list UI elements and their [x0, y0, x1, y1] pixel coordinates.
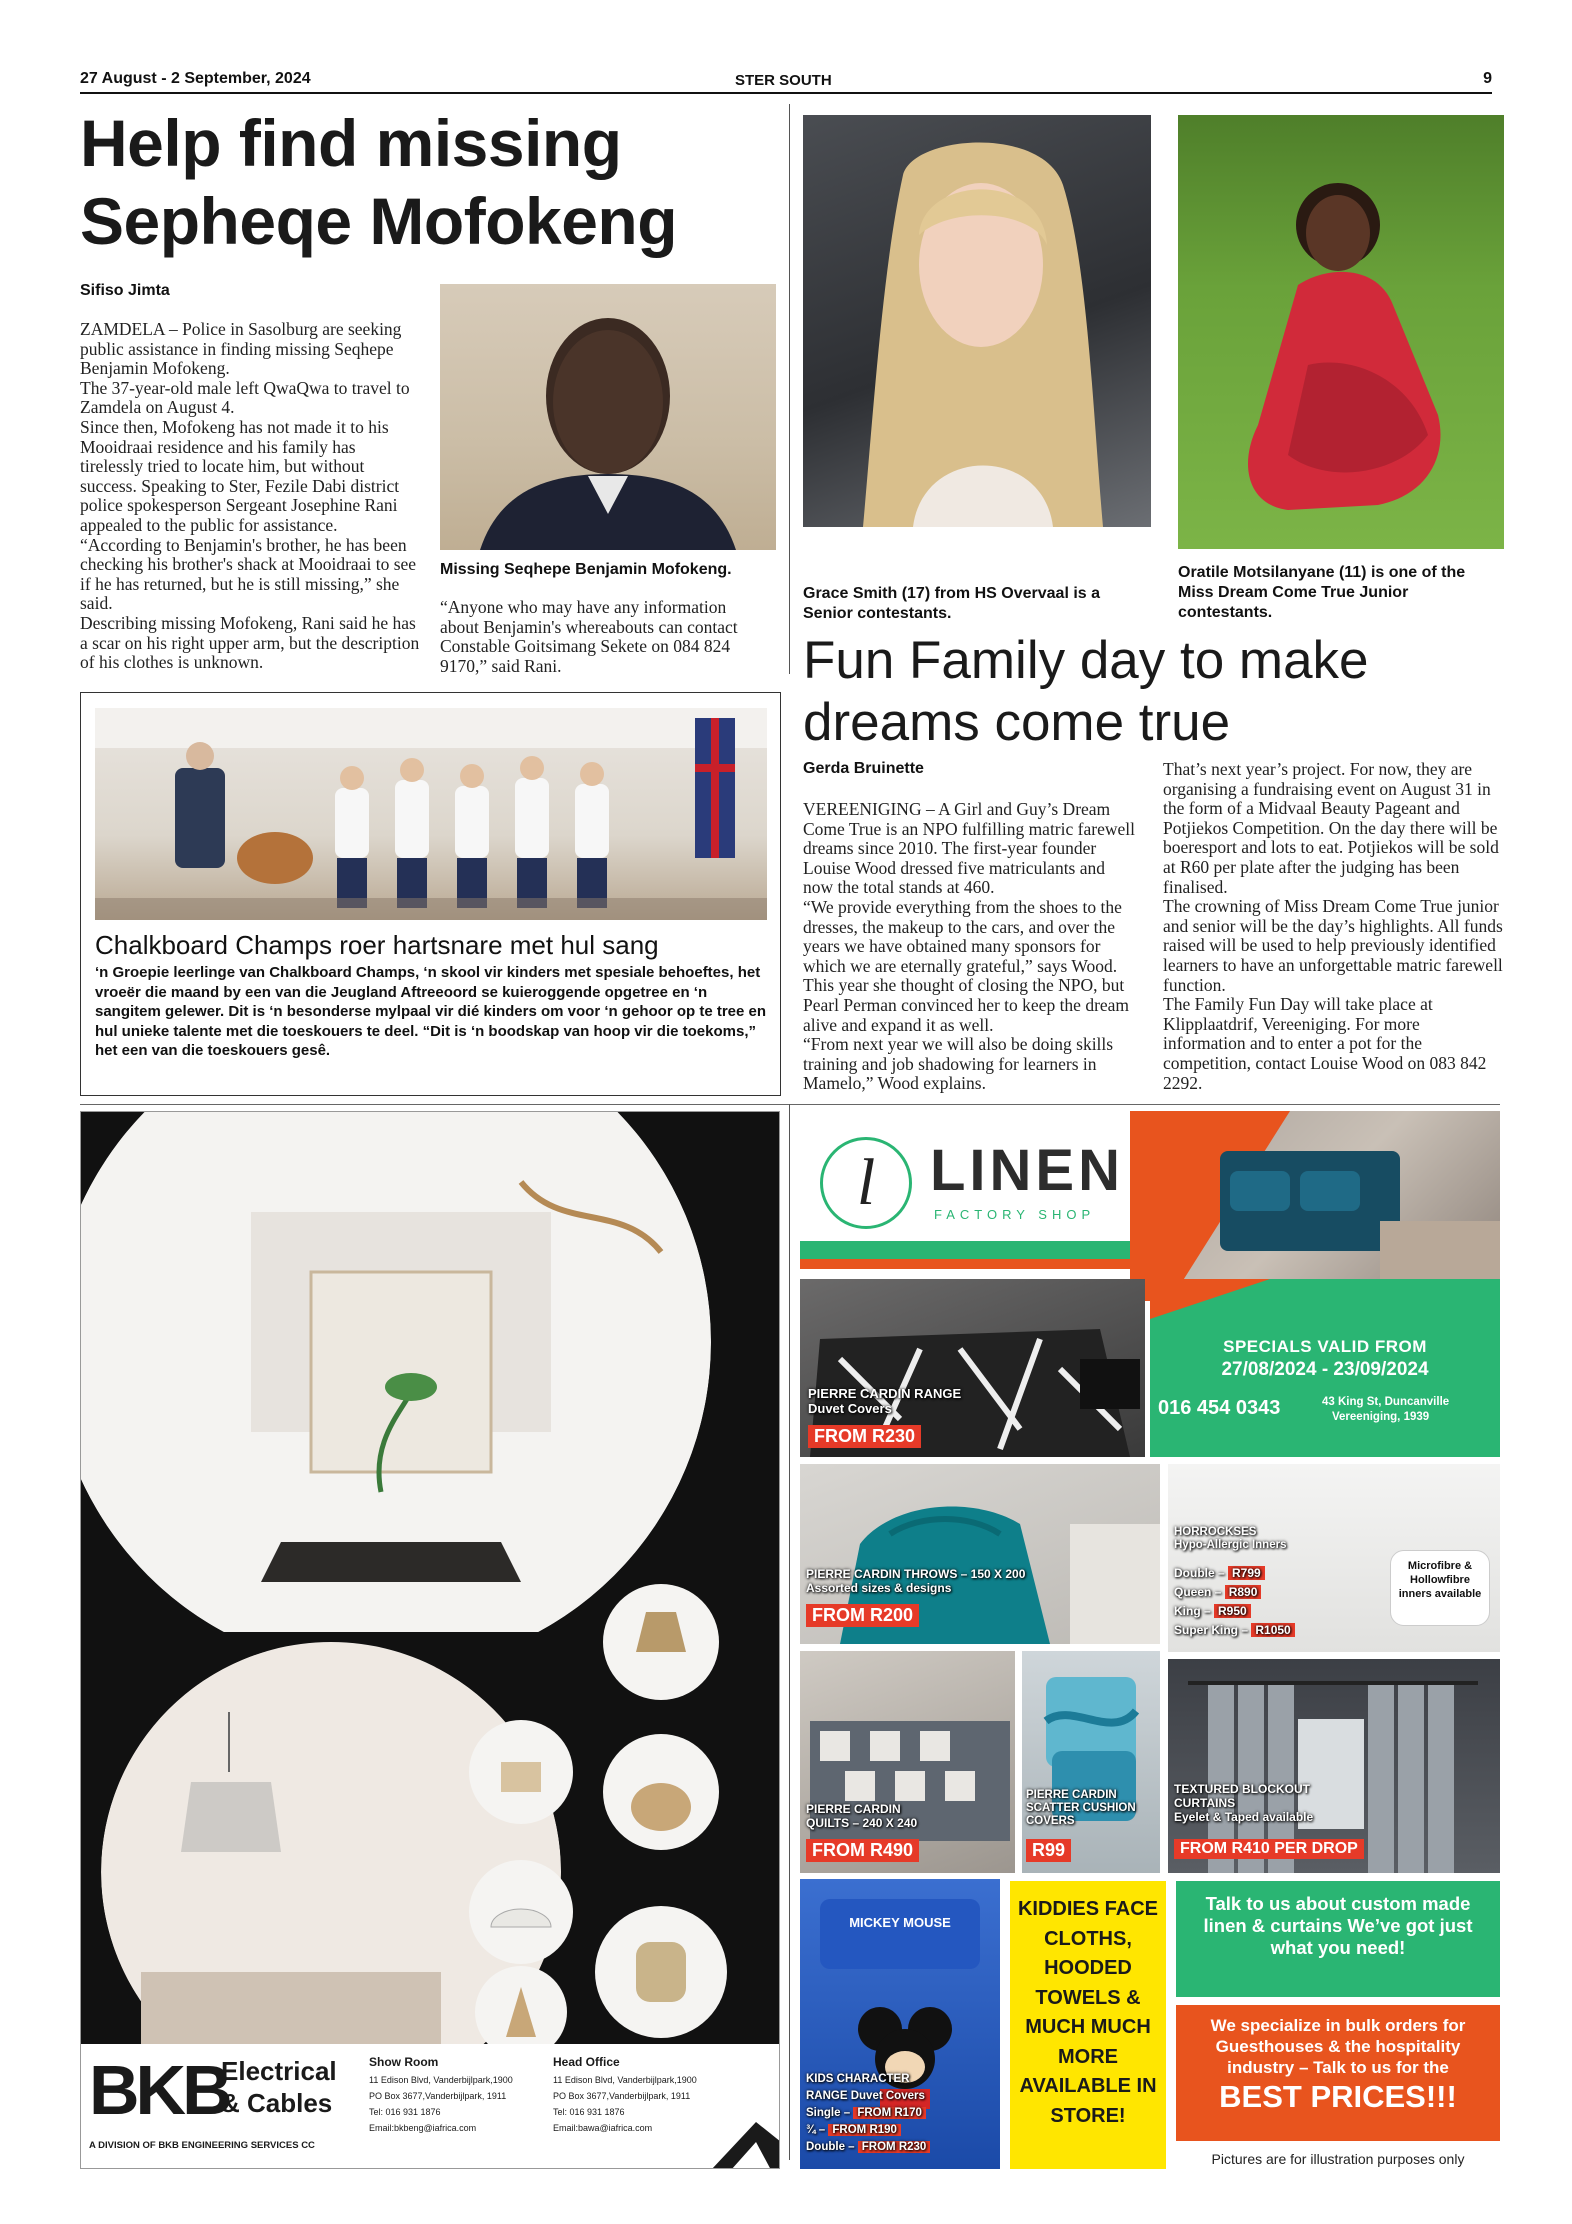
bulk-text: We specialize in bulk orders for Guesthouses & the hospitality industry – Talk to us for the: [1210, 2016, 1466, 2077]
kids-price: FROM R190: [828, 2124, 901, 2136]
oratile-caption: Oratile Motsilanyane (11) is one of the Miss Dream Come True Junior contestants.: [1178, 564, 1466, 621]
linen-wave-band-orange: [800, 1259, 1130, 1269]
missing-headline-line1: Help find missing: [80, 106, 622, 180]
throws-label-line2: Assorted sizes & designs: [806, 1580, 952, 1595]
inners-size: Super King –: [1174, 1623, 1249, 1637]
oratile-photo: [1178, 115, 1504, 549]
ads-top-rule: [80, 1104, 1500, 1105]
best-prices: BEST PRICES!!!: [1219, 2079, 1457, 2114]
inners-price: R1050: [1251, 1623, 1294, 1637]
duvet-label-line2: Duvet Covers: [808, 1400, 892, 1416]
missing-para: Since then, Mofokeng has not made it to his Mooidraai residence and his family has tirelessly tried to locate him, but without success. Speaking to Ster, Fezile Dabi district police spokesperson Sergeant Josephine Rani appealed to the public for assistance. “According to Benjamin's brother, he has been checking his brother's shack at Mooidraai to see if he has returned, but he is still missing,” she said.: [80, 416, 417, 614]
missing-byline: Sifiso Jimta: [80, 282, 170, 299]
mickey-text: MICKEY MOUSE: [849, 1915, 951, 1930]
column-divider: [789, 104, 790, 674]
linen-address-line2: Vereeniging, 1939: [1332, 1411, 1430, 1423]
inners-price-row: [1174, 1583, 1295, 1602]
funday-byline: Gerda Bruinette: [803, 760, 924, 777]
bkb-footer: [81, 2044, 780, 2169]
linen-hero-illustration: [1130, 1111, 1500, 1301]
linen-kids-panel[interactable]: [800, 1879, 1000, 2169]
bkb-headoffice-title: Head Office: [553, 2055, 620, 2069]
curtains-label-line1: TEXTURED BLOCKOUT: [1174, 1782, 1310, 1796]
bkb-showroom-line: Email:bkbeng@iafrica.com: [369, 2123, 477, 2133]
linen-throws-panel[interactable]: [800, 1464, 1160, 1644]
grace-photo: [803, 115, 1151, 527]
specials-line2: 27/08/2024 - 23/09/2024: [1221, 1359, 1429, 1380]
funday-para: That’s next year’s project. For now, they are organising a fundraising event on August 31 in the form of a Midvaal Beauty Pageant and Potjiekos Competition. On the day there will be boeresport and lots to eat. Potjiekos will be sold at R60 per plate after the judging has been finalised.: [1163, 759, 1499, 897]
inners-size: King –: [1174, 1604, 1211, 1618]
kids-label-line1: KIDS CHARACTER: [806, 2073, 910, 2085]
issue-date: 27 August - 2 September, 2024: [80, 70, 311, 87]
chalkboard-photo: [95, 708, 767, 920]
choir-illustration: [95, 708, 767, 920]
inners-price: R799: [1228, 1566, 1265, 1580]
duvet-label-line1: PIERRE CARDIN RANGE: [808, 1386, 962, 1401]
bkb-corner-graphic: [711, 2102, 780, 2169]
kids-size: Double –: [806, 2141, 855, 2153]
linen-hero-photo: [1130, 1111, 1500, 1301]
quilts-label-line2: QUILTS – 240 X 240: [806, 1815, 918, 1830]
bkb-showroom-line: PO Box 3677,Vanderbijlpark, 1911: [369, 2091, 507, 2101]
inners-title: [1174, 1526, 1286, 1552]
linen-specials-panel: [1150, 1279, 1500, 1457]
bkb-showroom-line: 11 Edison Blvd, Vanderbijlpark,1900: [369, 2075, 513, 2085]
funday-para: The Family Fun Day will take place at Klipplaatdrif, Vereeniging. For more information and to enter a pot for the competition, contact Louise Wood on 083 842 2292.: [1163, 994, 1487, 1093]
grace-illustration: [803, 115, 1151, 527]
throws-label: [806, 1568, 1025, 1596]
page-header: [80, 70, 1492, 92]
linen-logo-sub: FACTORY SHOP: [934, 1207, 1096, 1222]
bkb-division: A DIVISION OF BKB ENGINEERING SERVICES CC: [89, 2140, 315, 2151]
inners-price: R890: [1225, 1585, 1262, 1599]
funday-headline-line1: Fun Family day to make: [803, 631, 1369, 690]
linen-quilts-panel[interactable]: [800, 1651, 1015, 1873]
bkb-showroom-line: Tel: 016 931 1876: [369, 2107, 441, 2117]
inners-badge: Microfibre & Hollowfibre inners available: [1390, 1550, 1490, 1626]
missing-para: Describing missing Mofokeng, Rani said he has a scar on his right upper arm, but the description of his clothes is unknown.: [80, 612, 420, 673]
kids-label-line2: RANGE Duvet Covers: [806, 2090, 925, 2102]
inners-prices: [1174, 1564, 1295, 1640]
linen-address-line1: 43 King St, Duncanville: [1322, 1396, 1450, 1408]
bkb-showroom-title: Show Room: [369, 2055, 439, 2069]
page-number: 9: [1483, 70, 1492, 87]
funday-headline-line2: dreams come true: [803, 693, 1231, 752]
chalkboard-headline: Chalkboard Champs roer hartsnare met hul sang: [95, 930, 659, 960]
kids-price: FROM R230: [858, 2141, 931, 2153]
linen-ad: [800, 1111, 1500, 2191]
inners-size: Double –: [1174, 1566, 1225, 1580]
quilts-label: [806, 1803, 917, 1831]
missing-para: The 37-year-old male left QwaQwa to travel to Zamdela on August 4.: [80, 377, 410, 418]
missing-person-photo: [440, 284, 776, 550]
kids-price: FROM R170: [853, 2107, 926, 2119]
linen-duvet-panel[interactable]: [800, 1279, 1145, 1457]
custom-panel: Talk to us about custom made linen & curtains We’ve got just what you need!: [1176, 1881, 1500, 1997]
inners-title-line2: Hypo-Allergic Inners: [1174, 1539, 1287, 1552]
oratile-illustration: [1178, 115, 1504, 549]
inners-price-row: [1174, 1621, 1295, 1640]
bkb-dark-panel: [81, 1112, 780, 2044]
funday-para: “From next year we will also be doing skills training and job shadowing for learners in Mamelo,” Wood explains.: [803, 1034, 1114, 1094]
cushion-label-line1: PIERRE CARDIN: [1026, 1789, 1117, 1801]
linen-cushion-panel[interactable]: [1022, 1651, 1160, 1873]
header-rule: [80, 92, 1492, 94]
bkb-showroom: [369, 2054, 549, 2136]
curtains-label: [1174, 1783, 1313, 1824]
inners-size: Queen –: [1174, 1585, 1222, 1599]
bkb-lighting-illustration: [81, 1112, 780, 2044]
quilts-price: FROM R490: [806, 1839, 919, 1862]
publication-name: STER SOUTH: [735, 72, 832, 89]
bkb-headoffice-line: 11 Edison Blvd, Vanderbijlpark,1900: [553, 2075, 697, 2085]
grace-caption: Grace Smith (17) from HS Overvaal is a Senior contestants.: [803, 585, 1101, 622]
bulk-panel: [1176, 2005, 1500, 2141]
inners-price-row: [1174, 1602, 1295, 1621]
curtains-label-line2: CURTAINS: [1174, 1795, 1236, 1810]
missing-body-col1: [80, 320, 420, 673]
bkb-ad: [80, 1111, 780, 2169]
funday-body-col2: [1163, 760, 1503, 1093]
bkb-name-line2: & Cables: [221, 2088, 333, 2118]
missing-para: ZAMDELA – Police in Sasolburg are seeking public assistance in finding missing Seqhepe Benjamin Mofokeng.: [80, 319, 402, 379]
kids-price-row: [806, 2139, 930, 2156]
chalkboard-body: ‘n Groepie leerlinge van Chalkboard Champs, ‘n skool vir kinders met spesiale behoeftes, het vroeër die maand by een van die Jeugland Aftreeoord se kuieroggende opgetree en ‘n sangitem gelewer. Dit is ‘n besonderse mylpaal vir dié kinders om voor ‘n gehoor op te tree en hul unieke talente met die toeskouers te deel. “Dit is ‘n boodskap van hoop vir die toekoms,” het een van die toeskouers gesê.: [95, 964, 767, 1059]
linen-logo: [820, 1131, 1140, 1241]
cushion-label-line2: SCATTER CUSHION: [1026, 1802, 1136, 1815]
missing-headline-line2: Sepheqe Mofokeng: [80, 184, 678, 258]
throws-price: FROM R200: [806, 1604, 919, 1627]
throws-label-line1: PIERRE CARDIN THROWS – 150 X 200: [806, 1567, 1026, 1581]
kids-label: [806, 2071, 930, 2156]
funday-para: “We provide everything from the shoes to the dresses, the makeup to the cars, and over the years we have obtained many sponsors for which we are eternally grateful,” says Wood. This year she thought of closing the NPO, but Pearl Perman convinced her to keep the dream alive and expand it as well.: [803, 896, 1130, 1035]
funday-para: The crowning of Miss Dream Come True junior and senior will be the day’s highlights. All funds raised will be used to help previously identified learners to have an unforgettable matric farewell function.: [1163, 896, 1503, 995]
missing-body-col2: “Anyone who may have any information about Benjamin's whereabouts can contact Constable Goitsimang Sekete on 084 824 9170,” said Rani.: [440, 597, 738, 676]
linen-wave-band: [800, 1241, 1130, 1259]
linen-logo-name: LINEN: [930, 1138, 1124, 1203]
duvet-price: FROM R230: [808, 1425, 921, 1448]
cushion-label-line3: COVERS: [1026, 1815, 1075, 1828]
missing-headline: [80, 104, 780, 260]
inners-price: R950: [1214, 1604, 1251, 1618]
bkb-logo: BKB: [89, 2051, 229, 2129]
ads-column-divider: [789, 1104, 790, 2160]
linen-curtains-panel[interactable]: [1168, 1659, 1500, 1873]
inners-price-row: [1174, 1564, 1295, 1583]
chalkboard-box: [80, 692, 781, 1096]
funday-para: VEREENIGING – A Girl and Guy’s Dream Come True is an NPO fulfilling matric farewell dreams since 2010. The first-year founder Louise Wood dressed five matriculants and now the total stands at 460.: [803, 799, 1135, 898]
funday-headline: [803, 630, 1503, 754]
linen-specials-orange-corner: [1150, 1279, 1270, 1319]
portrait-illustration: [440, 284, 776, 550]
cushion-label: [1026, 1789, 1136, 1829]
kids-size: ¾ –: [806, 2124, 826, 2136]
linen-address: [1322, 1395, 1449, 1425]
kiddies-panel: KIDDIES FACE CLOTHS, HOODED TOWELS & MUCH MUCH MORE AVAILABLE IN STORE!: [1010, 1881, 1166, 2169]
kids-price-row: [806, 2105, 930, 2122]
bkb-headoffice: [553, 2054, 733, 2136]
bkb-name-line1: Electrical: [221, 2056, 337, 2086]
bkb-headoffice-line: PO Box 3677,Vanderbijlpark, 1911: [553, 2091, 691, 2101]
linen-inners-panel[interactable]: [1168, 1464, 1500, 1652]
curtains-price: FROM R410 PER DROP: [1174, 1839, 1364, 1859]
linen-phone[interactable]: 016 454 0343: [1158, 1397, 1281, 1419]
kids-price-row: [806, 2122, 930, 2139]
missing-photo-caption: Missing Seqhepe Benjamin Mofokeng.: [440, 561, 732, 578]
duvet-label: [808, 1387, 961, 1417]
bkb-headoffice-line: Email:bawa@iafrica.com: [553, 2123, 653, 2133]
curtains-label-line3: Eyelet & Taped available: [1174, 1809, 1314, 1824]
specials-line1: SPECIALS VALID FROM: [1223, 1337, 1427, 1356]
kids-size: Single –: [806, 2107, 851, 2119]
linen-logo-circle: l: [820, 1137, 912, 1229]
linen-disclaimer: Pictures are for illustration purposes only: [1211, 2151, 1465, 2167]
inners-title-line1: HORROCKSES: [1174, 1526, 1257, 1538]
funday-body-col1: [803, 800, 1139, 1094]
quilts-label-line1: PIERRE CARDIN: [806, 1802, 901, 1816]
bkb-headoffice-line: Tel: 016 931 1876: [553, 2107, 625, 2117]
cushion-price: R99: [1026, 1839, 1071, 1862]
